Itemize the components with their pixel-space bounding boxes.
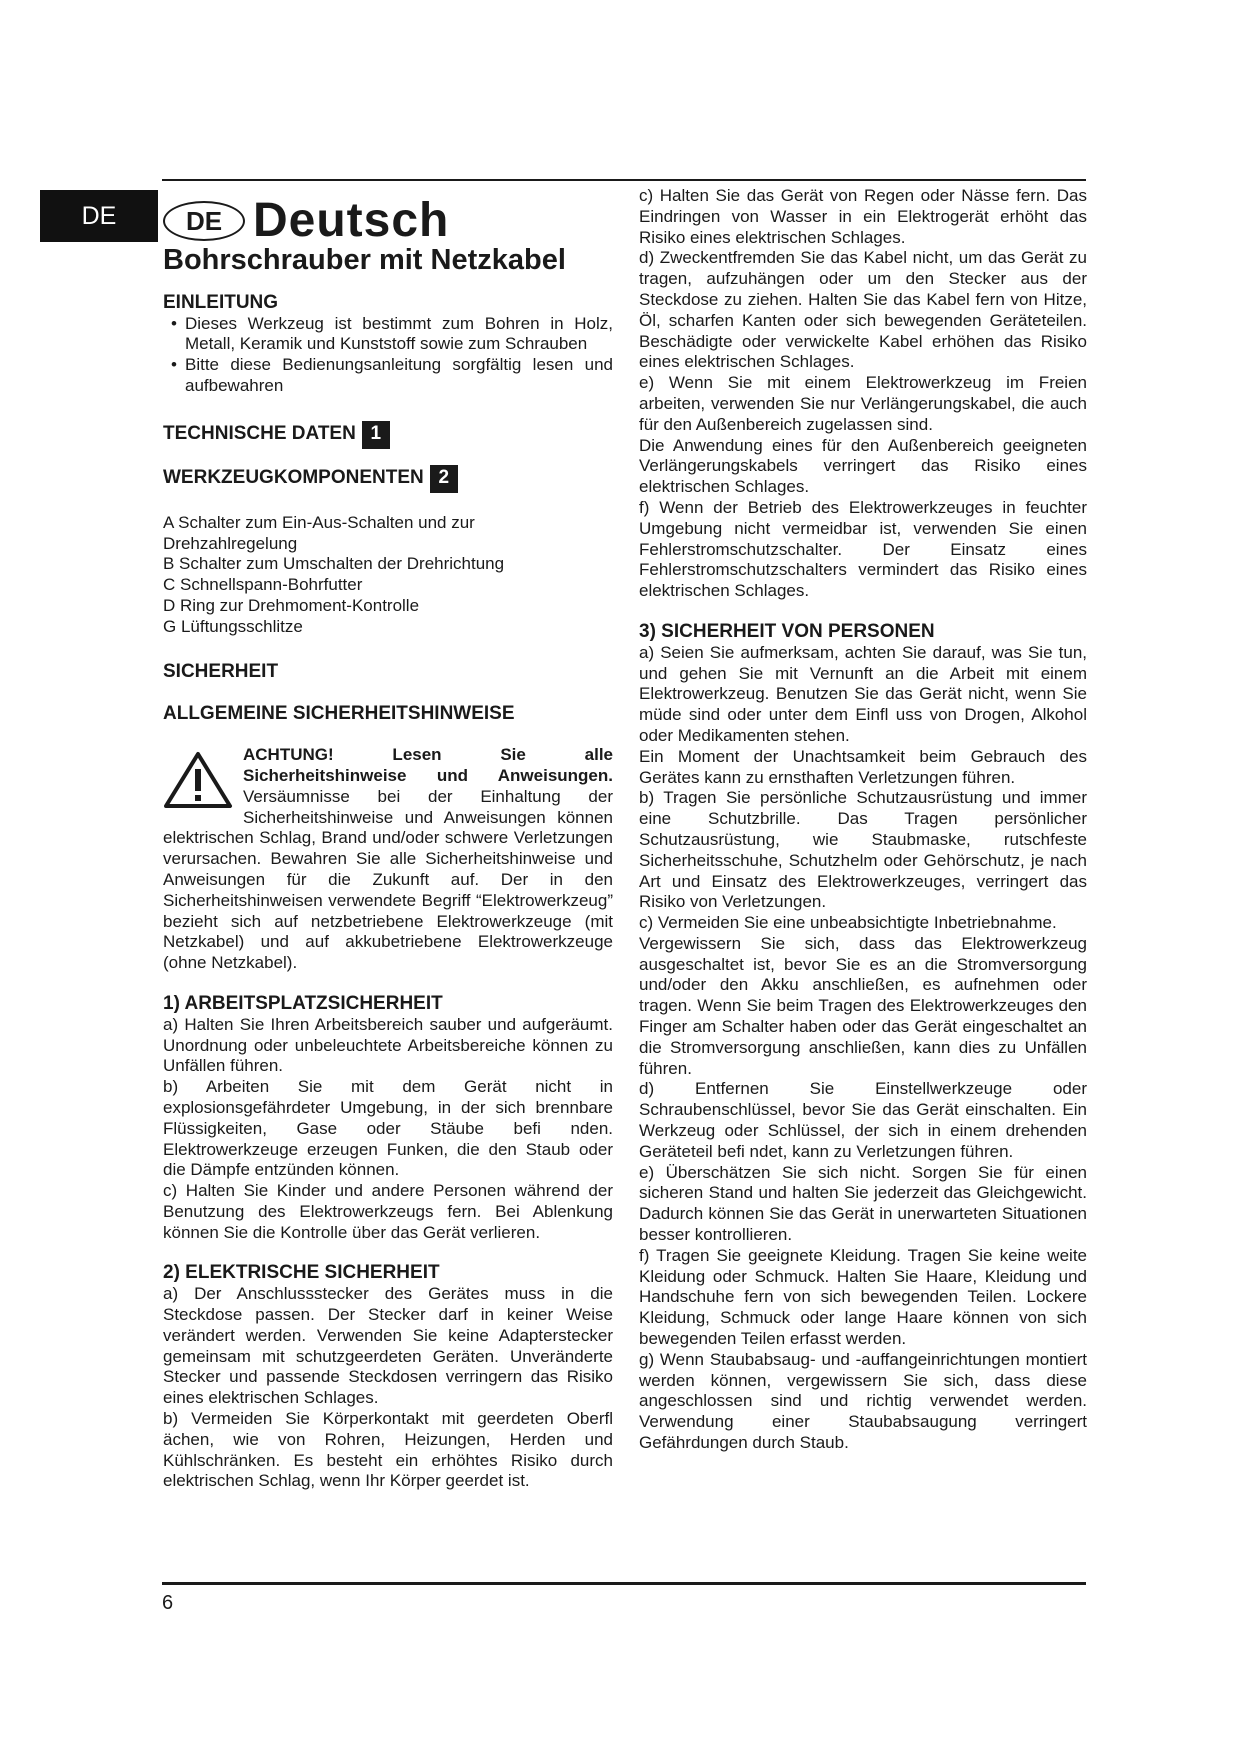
paragraph: b) Arbeiten Sie mit dem Gerät nicht in explosionsgefährdeter Umgebung, in der sich brennbare Flüssigkeiten, Gase oder Stäube befi nden. Elektrowerkzeuge erzeugen Funken, die den Staub oder die Dämpfe entzünden können. <box>163 1077 613 1180</box>
intro-heading: EINLEITUNG <box>163 291 279 313</box>
paragraph: c) Vermeiden Sie eine unbeabsichtigte Inbetriebnahme. <box>639 913 1057 933</box>
tech-data-heading: TECHNISCHE DATEN 1 <box>163 421 613 449</box>
right-column <box>639 186 1087 1454</box>
language-badge: DE <box>163 201 245 241</box>
brand-header <box>163 193 613 247</box>
safety-heading: SICHERHEIT <box>163 660 279 682</box>
warning-block <box>163 745 613 974</box>
page-number: 6 <box>162 1592 174 1614</box>
paragraph: e) Wenn Sie mit einem Elektrowerkzeug im Freien arbeiten, verwenden Sie nur Verlängerungskabel, die auch für den Außenbereich zugelassen sind. <box>639 373 1087 434</box>
personal-safety-heading: 3) SICHERHEIT VON PERSONEN <box>639 620 935 642</box>
components-list <box>163 513 613 638</box>
figure-ref-badge: 1 <box>362 421 390 449</box>
language-title: Deutsch <box>253 193 450 247</box>
bullet-icon: • <box>171 313 177 333</box>
paragraph: f) Tragen Sie geeignete Kleidung. Tragen Sie keine weite Kleidung oder Schmuck. Halten Sie Haare, Kleidung und Handschuhe fern von sich bewegenden Teilen. Lockere Kleidung, Schmuck oder lange Haare können von sich bewegenden Teilen erfasst werden. <box>639 1245 1087 1349</box>
list-item: D Ring zur Drehmoment-Kontrolle <box>163 595 420 615</box>
warning-text: ACHTUNG! Lesen Sie alle Sicherheitshinweise und Anweisungen. Versäumnisse bei der Einhaltung der Sicherheitshinweise und Anweisungen können elektrischen Schlag, Brand und/oder schwere Verletzungen verursachen. Bewahren Sie alle Sicherheitshinweise und Anweisungen für die Zukunft auf. Der in den Sicherheitshinweisen verwendete Begriff “Elektrowerkzeug” bezieht sich auf netzbetriebene Elektrowerkzeuge (mit Netzkabel) und auf akkubetriebene Elektrowerkzeuge (ohne Netzkabel). <box>163 745 613 973</box>
paragraph: d) Entfernen Sie Einstellwerkzeuge oder Schraubenschlüssel, bevor Sie das Gerät einschalten. Ein Werkzeug oder Schlüssel, der sich in einem drehenden Geräteteil befi ndet, kann zu Verletzungen führen. <box>639 1079 1087 1161</box>
paragraph: g) Wenn Staubabsaug- und -auffangeinrichtungen montiert werden können, vergewissern Sie sich, dass diese angeschlossen sind und richtig verwendet werden. Verwendung einer Staubabsaugung verringert Gefährdungen durch Staub. <box>639 1349 1087 1453</box>
bullet-icon: • <box>171 355 177 375</box>
paragraph: b) Tragen Sie persönliche Schutzausrüstung und immer eine Schutzbrille. Das Tragen persönlicher Schutzausrüstung, wie Staubmaske, rutschfeste Sicherheitsschuhe, Schutzhelm oder Gehörschutz, je nach Art und Einsatz des Elektrowerkzeuges, verringert das Risiko von Verletzungen. <box>639 788 1087 912</box>
paragraph: e) Überschätzen Sie sich nicht. Sorgen Sie für einen sicheren Stand und halten Sie jederzeit das Gleichgewicht. Dadurch können Sie das Gerät in unerwarteten Situationen besser kontrollieren. <box>639 1162 1087 1245</box>
paragraph: f) Wenn der Betrieb des Elektrowerkzeuges in feuchter Umgebung nicht vermeidbar ist, verwenden Sie einen Fehlerstromschutzschalter. Der Einsatz eines Fehlerstromschutzschalters vermindert das Risiko eines elektrischen Schlages. <box>639 497 1087 601</box>
paragraph: c) Halten Sie Kinder und andere Personen während der Benutzung des Elektrowerkzeugs fern. Bei Ablenkung können Sie die Kontrolle über das Gerät verlieren. <box>163 1181 613 1242</box>
paragraph: Die Anwendung eines für den Außenbereich geeigneten Verlängerungskabels verringert das Risiko eines elektrischen Schlages. <box>639 435 1087 497</box>
list-item: • Dieses Werkzeug ist bestimmt zum Bohren in Holz, Metall, Keramik und Kunststoff sowie zum Schrauben <box>163 314 613 356</box>
list-item: B Schalter zum Umschalten der Drehrichtung <box>163 554 505 574</box>
bottom-rule <box>162 1582 1086 1585</box>
paragraph: a) Der Anschlussstecker des Gerätes muss in die Steckdose passen. Der Stecker darf in keiner Weise verändert werden. Verwenden Sie keine Adapterstecker gemeinsam mit schutzgeerdeten Geräten. Unveränderte Stecker und passende Steckdosen verringern das Risiko eines elektrischen Schlages. <box>163 1284 613 1408</box>
paragraph: b) Vermeiden Sie Körperkontakt mit geerdeten Oberfl ächen, wie von Rohren, Heizungen, Herden und Kühlschränken. Es besteht ein erhöhtes Risiko durch elektrischen Schlag, wenn Ihr Körper geerdet ist. <box>163 1409 613 1491</box>
list-item: C Schnellspann-Bohrfutter <box>163 575 363 595</box>
paragraph: a) Halten Sie Ihren Arbeitsbereich sauber und aufgeräumt. Unordnung oder unbeleuchtete Arbeitsbereiche können zu Unfällen führen. <box>163 1014 613 1076</box>
electrical-safety-heading: 2) ELEKTRISCHE SICHERHEIT <box>163 1262 440 1284</box>
paragraph: a) Seien Sie aufmerksam, achten Sie darauf, was Sie tun, und gehen Sie mit Vernunft an die Arbeit mit einem Elektrowerkzeug. Benutzen Sie das Gerät nicht, wenn Sie müde sind oder unter dem Einfl uss von Drogen, Alkohol oder Medikamenten stehen. <box>639 642 1087 745</box>
list-item: • Bitte diese Bedienungsanleitung sorgfältig lesen und aufbewahren <box>163 355 613 397</box>
top-rule <box>162 179 1086 181</box>
paragraph: Vergewissern Sie sich, dass das Elektrowerkzeug ausgeschaltet ist, bevor Sie es an die Stromversorgung und/oder den Akku anschließen, es aufnehmen oder tragen. Wenn Sie beim Tragen des Elektrowerkzeuges den Finger am Schalter haben oder das Gerät eingeschaltet an die Stromversorgung anschließen, kann dies zu Unfällen führen. <box>639 933 1087 1078</box>
paragraph: d) Zweckentfremden Sie das Kabel nicht, um das Gerät zu tragen, aufzuhängen oder um den Stecker aus der Steckdose zu ziehen. Halten Sie das Kabel fern von Hitze, Öl, scharfen Kanten oder sich bewegenden Geräteteilen. Beschädigte oder verwickelte Kabel erhöhen das Risiko eines elektrischen Schlages. <box>639 248 1087 372</box>
list-item: G Lüftungsschlitze <box>163 616 303 636</box>
language-tab: DE <box>40 190 158 242</box>
workplace-safety-heading: 1) ARBEITSPLATZSICHERHEIT <box>163 992 443 1014</box>
left-column <box>163 193 613 1492</box>
paragraph: Ein Moment der Unachtsamkeit beim Gebrauch des Gerätes kann zu ernsthaften Verletzungen führen. <box>639 746 1087 787</box>
paragraph: c) Halten Sie das Gerät von Regen oder Nässe fern. Das Eindringen von Wasser in ein Elektrogerät erhöht das Risiko eines elektrischen Schlages. <box>639 186 1087 247</box>
list-item: A Schalter zum Ein-Aus-Schalten und zur Drehzahlregelung <box>163 512 475 553</box>
warning-triangle-icon <box>163 751 233 809</box>
components-heading: WERKZEUGKOMPONENTEN 2 <box>163 465 613 493</box>
general-safety-heading: ALLGEMEINE SICHERHEITSHINWEISE <box>163 703 515 725</box>
figure-ref-badge: 2 <box>430 465 458 493</box>
document-title: Bohrschrauber mit Netzkabel <box>163 244 566 276</box>
